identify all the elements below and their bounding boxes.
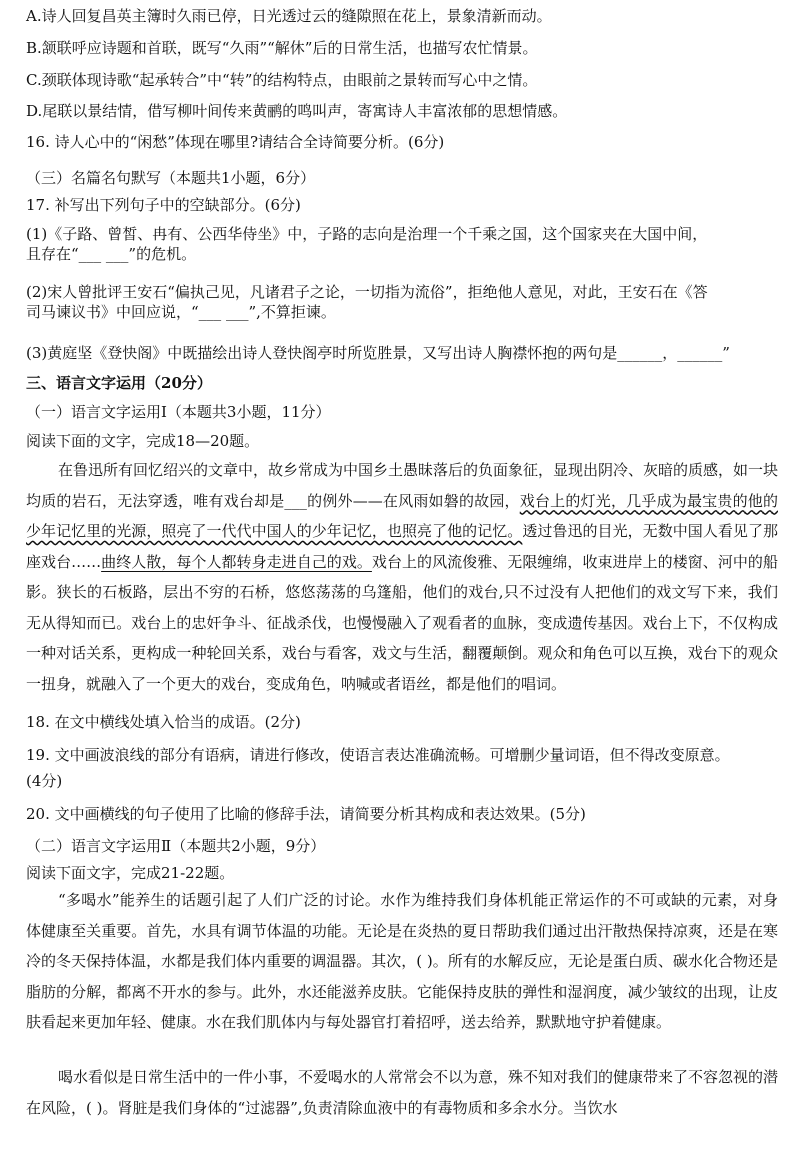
question-17-2-line2: 司马谏议书》中回应说，“___ ___”,不算拒谏。	[26, 303, 336, 321]
passage-2: “多喝水”能养生的话题引起了人们广泛的讨论。水作为维持我们身体机能正常运作的不可或缺的元素，对身体健康至关重要。首先，水具有调节体温的功能。无论是在炎热的夏日帮助我们通过出汗散热保持凉爽，还是在寒冷的冬天保持体温，水都是我们体内重要的调温器。其次，( )。所有的水解反应，无论是蛋白质、碳水化合物还是脂肪的分解，都离不开水的参与。此外，水还能滋养皮肤。它能保持皮肤的弹性和湿润度，减少皱纹的出现，让皮肤看起来更加年轻、健康。水在我们肌体内与每处器官打着招呼，送去给养，默默地守护着健康。	[26, 891, 778, 1031]
language-2-title: （二）语言文字运用Ⅱ（本题共2小题，9分）	[26, 837, 326, 855]
reading-instruction-1: 阅读下面的文字，完成18—20题。	[26, 432, 260, 450]
section-3-title: （三）名篇名句默写（本题共1小题，6分）	[26, 169, 316, 187]
language-1-title: （一）语言文字运用Ⅰ（本题共3小题，11分）	[26, 403, 331, 421]
passage-1-text-2: 透过鲁迅的目光，无数中国人看见了那座戏台……	[26, 522, 778, 571]
question-17-1-line1: (1)《子路、曾皙、冉有、公西华侍坐》中，子路的志向是治理一个千乘之国，这个国家夹在大国中间，	[26, 225, 708, 243]
question-19-line1: 19. 文中画波浪线的部分有语病，请进行修改，使语言表达准确流畅。可增删少量词语，但不得改变原意。	[26, 746, 730, 764]
reading-instruction-2: 阅读下面文字，完成21-22题。	[26, 864, 235, 882]
passage-1-text-1: 在鲁迅所有回忆绍兴的文章中，故乡常成为中国乡土愚昧落后的负面象征，显现出阴冷、灰暗的质感，如一块均质的岩石，无法穿透，唯有戏台却是___的例外——在风雨如磐的故园，	[26, 461, 779, 510]
option-c: C.颈联体现诗歌“起承转合”中“转”的结构特点，由眼前之景转而写心中之情。	[26, 71, 538, 89]
question-16: 16. 诗人心中的“闲愁”体现在哪里?请结合全诗简要分析。(6分)	[26, 133, 445, 151]
underlined-sentence: 曲终人散，每个人都转身走进自己的戏。	[101, 552, 372, 571]
question-17-1-line2: 且存在“___ ___”的危机。	[26, 245, 197, 263]
passage-3: 喝水看似是日常生活中的一件小事，不爱喝水的人常常会不以为意，殊不知对我们的健康带来了不容忽视的潜在风险，( )。肾脏是我们身体的“过滤器”,负责清除血液中的有毒物质和多余水分。当饮水	[26, 1068, 779, 1117]
question-17-3: (3)黄庭坚《登快阁》中既描绘出诗人登快阁亭时所览胜景，又写出诗人胸襟怀抱的两句是______，______”	[26, 344, 730, 362]
question-17: 17. 补写出下列句子中的空缺部分。(6分)	[26, 196, 301, 214]
part-3-title: 三、语言文字运用（20分）	[26, 374, 212, 392]
option-d: D.尾联以景结情，借写柳叶间传来黄鹂的鸣叫声，寄寓诗人丰富浓郁的思想情感。	[26, 102, 568, 120]
question-18: 18. 在文中横线处填入恰当的成语。(2分)	[26, 713, 301, 731]
question-20: 20. 文中画横线的句子使用了比喻的修辞手法，请简要分析其构成和表达效果。(5分)	[26, 805, 586, 823]
passage-1	[26, 455, 778, 699]
option-a: A.诗人回复昌英主簿时久雨已停，日光透过云的缝隙照在花上，景象清新而动。	[26, 7, 552, 25]
question-17-2-line1: (2)宋人曾批评王安石“偏执己见，凡诸君子之论，一切指为流俗”，拒绝他人意见，对此，王安石在《答	[26, 283, 708, 301]
question-19-line2: (4分)	[26, 772, 63, 790]
option-b: B.颔联呼应诗题和首联，既写“久雨”“解休”后的日常生活，也描写农忙情景。	[26, 39, 538, 57]
passage-1-text-3: 戏台上的风流俊雅、无限缠绵，收束进岸上的楼窗、河中的船影。狭长的石板路，层出不穷的石桥，悠悠荡荡的乌篷船，他们的戏台,只不过没有人把他们的戏文写下来，我们无从得知而已。戏台上的忠奸争斗、征战杀伐，也慢慢融入了观看者的血脉，变成遗传基因。戏台上下，不仅构成一种对话关系，更构成一种轮回关系，戏台与看客，戏文与生活，翻覆颠倒。观众和角色可以互换，戏台下的观众一扭身，就融入了一个更大的戏台，变成角色，呐喊或者语丝，都是他们的唱词。	[26, 552, 778, 693]
wavy-underline-sentence: 戏台上的灯光，几乎成为最宝贵的他的少年记忆里的光源，照亮了一代代中国人的少年记忆，也照亮了他的记忆。	[26, 491, 778, 540]
